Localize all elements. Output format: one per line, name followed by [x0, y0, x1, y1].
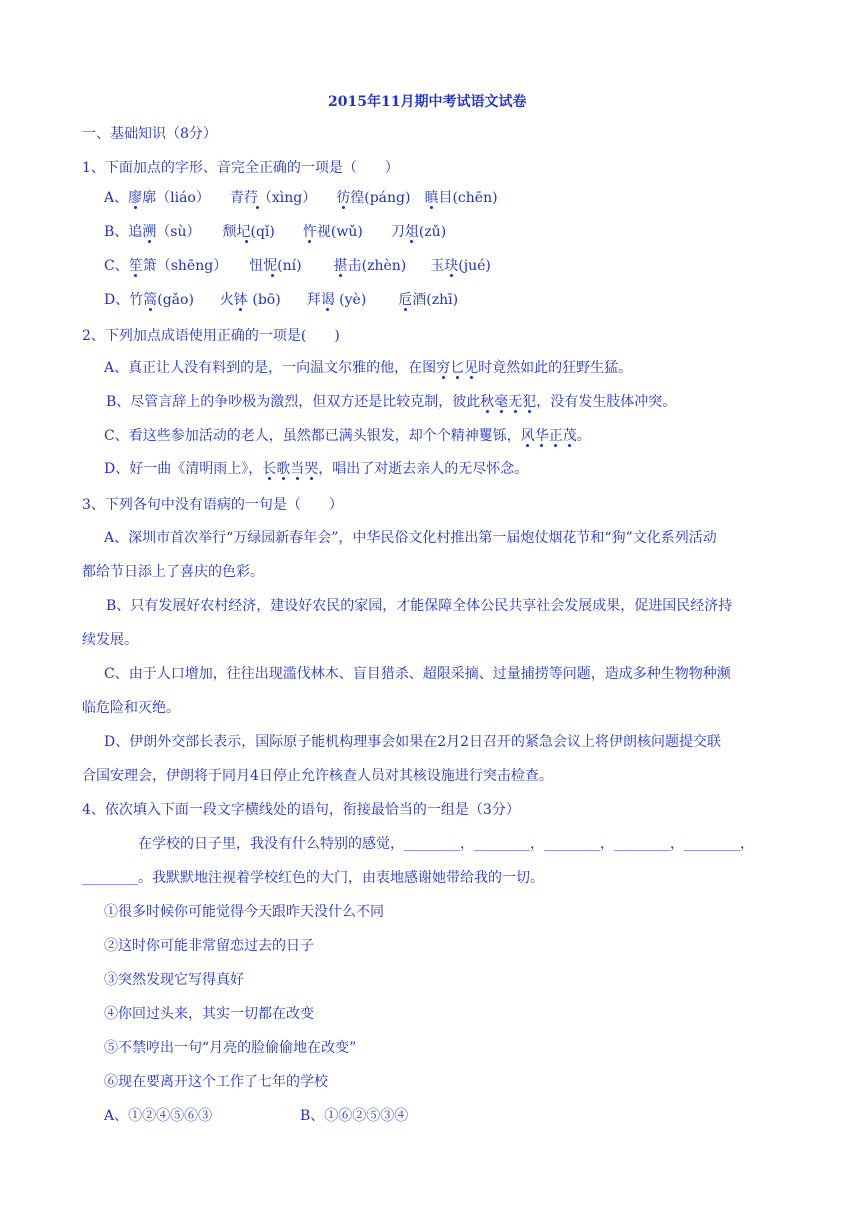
pinyin: zǔ: [424, 224, 441, 240]
option-text: ）: [302, 190, 317, 206]
pinyin: páng: [369, 190, 405, 206]
pinyin: zhèn: [367, 258, 401, 274]
pinyin: chēn: [457, 190, 493, 206]
dotted-char: 穷: [436, 360, 451, 376]
option-text: (: [334, 292, 345, 308]
dotted-char: 荇（: [243, 190, 272, 206]
dotted-char: 当: [290, 461, 305, 477]
pinyin: zhī: [431, 292, 453, 308]
question-3-stem: 3、下列各句中没有语病的一句是（ ）: [82, 497, 343, 513]
option-text: 徨(: [350, 190, 370, 206]
question-4-item-5: ⑤不禁哼出一句“月亮的脸偷偷地在改变”: [104, 1040, 357, 1056]
dotted-char: 哭: [304, 461, 319, 477]
dotted-char: 怩(: [263, 258, 283, 274]
question-1-stem: 1、下面加点的字形、音完全正确的一项是（ ）: [82, 160, 399, 176]
question-3-option-d-line1: D、伊朗外交部长表示，国际原子能机构理事会如果在2月2日召开的紧急会议上将伊朗核问题提交联: [104, 734, 722, 750]
dotted-char: 钵: [233, 292, 248, 308]
option-text: 时竟然如此的狂野生猛。: [478, 360, 633, 376]
question-3-option-d-line2: 合国安理会，伊朗将于同月4日停止允许核查人员对其核设施进行突击检查。: [82, 768, 553, 784]
option-text: 击(: [347, 258, 368, 274]
dotted-char: 揕: [333, 258, 348, 274]
option-text: 箫（: [142, 258, 171, 274]
option-text: ）: [195, 190, 210, 206]
question-4-passage-line2: ________。我默默地注视着学校红色的大门，由衷地感谢她带给我的一切。: [82, 870, 544, 886]
option-text: ): [188, 292, 194, 308]
dotted-char: 华: [534, 428, 549, 444]
dotted-char: 正: [548, 428, 563, 444]
option-text: 廓（: [142, 190, 171, 206]
question-4-option-a: A、①②④⑤⑥③: [104, 1108, 213, 1124]
option-text: ): [360, 292, 367, 308]
option-text: A、真正让人没有料到的是，一向温文尔雅的他，在图: [104, 360, 437, 376]
option-text: (: [157, 292, 163, 308]
dotted-idiom: [521, 428, 577, 444]
dotted-idiom: [262, 461, 318, 477]
question-2-option-d: [104, 459, 528, 479]
dotted-char: 风: [520, 428, 535, 444]
option-text: ，唱出了对逝去亲人的无尽怀念。: [318, 461, 529, 477]
pinyin: sù: [170, 224, 187, 240]
option-text: 火: [219, 292, 234, 308]
dotted-char: 篙: [143, 292, 158, 308]
option-text: ): [492, 190, 498, 206]
question-2-option-b: [106, 392, 676, 412]
option-text: 视(: [316, 224, 337, 240]
dotted-char: 茂: [562, 428, 577, 444]
pinyin: qǐ: [255, 224, 270, 240]
option-text: 酒(: [412, 292, 432, 308]
option-text: ）: [186, 224, 201, 240]
question-2-stem: 2、下列加点成语使用正确的一项是( ): [82, 328, 340, 344]
dotted-char: 见: [464, 360, 479, 376]
question-1-option-a: [104, 188, 498, 208]
dotted-char: 无: [508, 394, 523, 410]
pinyin: liáo: [170, 190, 196, 206]
option-text: ): [275, 292, 281, 308]
dotted-idiom: [480, 394, 536, 410]
dotted-char: 廖: [128, 190, 143, 206]
option-text: 刀: [390, 224, 405, 240]
pinyin: gǎo: [162, 292, 189, 308]
option-text: 。: [576, 428, 591, 444]
question-3-option-b-line1: B、只有发展好农村经济，建设好农民的家园，才能保障全体公民共享社会发展成果，促进国民经济持: [106, 598, 733, 614]
option-label: C、: [104, 258, 129, 274]
option-text: 忸: [249, 258, 264, 274]
question-4-item-2: ②这时你可能非常留恋过去的日子: [104, 938, 314, 954]
dotted-char: 笙: [128, 258, 143, 274]
question-1-option-b: [104, 222, 446, 242]
dotted-char: 俎: [404, 224, 419, 240]
question-4-stem: 4、依次填入下面一段文字横线处的语句，衔接最恰当的一组是（3分）: [82, 802, 520, 818]
option-text: ）: [213, 258, 228, 274]
option-text: 颓: [222, 224, 237, 240]
option-text: (: [458, 258, 464, 274]
dotted-char: 卮: [398, 292, 413, 308]
option-text: (: [247, 292, 258, 308]
option-text: ): [269, 224, 275, 240]
pinyin: shēng: [170, 258, 214, 274]
dotted-char: 溯: [142, 224, 157, 240]
pinyin: ní: [282, 258, 297, 274]
question-4-item-6: ⑥现在要离开这个工作了七年的学校: [104, 1074, 328, 1090]
dotted-char: 犯: [522, 394, 537, 410]
dotted-char: 匕: [450, 360, 465, 376]
question-4-option-b: B、①⑥②⑤③④: [300, 1108, 409, 1124]
dotted-char: 玦: [444, 258, 459, 274]
option-text: ): [400, 258, 407, 274]
option-text: ): [404, 190, 411, 206]
question-3-option-c-line2: 临危险和灭绝。: [82, 700, 180, 716]
question-3-option-a-line2: 都给节日添上了喜庆的色彩。: [82, 564, 264, 580]
question-4-passage-line1: 在学校的日子里，我没有什么特别的感觉，________，________，________，________，________，: [138, 836, 754, 852]
option-label: A、: [104, 190, 129, 206]
question-4-item-3: ③突然发现它写得真好: [104, 972, 244, 988]
question-3-option-c-line1: C、由于人口增加，往往出现滥伐林木、盲目猎杀、超限采摘、过量捕捞等问题，造成多种生物物种濒: [104, 666, 731, 682]
option-text: ): [485, 258, 491, 274]
question-1-option-d: [104, 290, 458, 310]
dotted-char: 圮(: [236, 224, 256, 240]
question-2-option-a: [104, 358, 632, 378]
dotted-char: 彷: [336, 190, 351, 206]
option-text: C、看这些参加活动的老人，虽然都已满头银发，却个个精神矍铄，: [104, 428, 521, 444]
page-title: 2015年11月期中考试语文试卷: [328, 94, 527, 110]
pinyin: yè: [344, 292, 361, 308]
question-4-item-4: ④你回过头来，其实一切都在改变: [104, 1006, 314, 1022]
option-text: D、竹: [104, 292, 144, 308]
pinyin: xìng: [271, 190, 303, 206]
option-text: B、追: [104, 224, 143, 240]
option-text: ): [357, 224, 363, 240]
option-text: （: [156, 224, 171, 240]
dotted-char: 谒: [320, 292, 335, 308]
dotted-char: 毫: [494, 394, 509, 410]
dotted-idiom: [436, 360, 478, 376]
option-text: ): [452, 292, 459, 308]
question-4-item-1: ①很多时候你可能觉得今天跟昨天没什么不同: [104, 904, 384, 920]
option-text: 拜: [306, 292, 321, 308]
option-text: (: [418, 224, 425, 240]
option-text: B、尽管言辞上的争吵极为激烈，但双方还是比较克制，彼此: [106, 394, 481, 410]
pinyin: wǔ: [336, 224, 358, 240]
pinyin: bō: [257, 292, 276, 308]
option-text: 目(: [438, 190, 458, 206]
option-text: D、好一曲《清明雨上》，: [104, 461, 263, 477]
pinyin: jué: [463, 258, 486, 274]
section-heading: 一、基础知识（8分）: [82, 126, 217, 142]
question-2-option-c: [104, 426, 591, 446]
question-1-option-c: [104, 256, 491, 276]
question-3-option-a-line1: A、深圳市首次举行“万绿园新春年会”，中华民俗文化村推出第一届炮仗烟花节和“狗”文化系列活动: [104, 530, 717, 546]
dotted-char: 长: [262, 461, 277, 477]
option-text: ): [296, 258, 302, 274]
question-3-option-b-line2: 续发展。: [82, 632, 138, 648]
dotted-char: 瞋: [424, 190, 439, 206]
option-text: 玉: [430, 258, 445, 274]
dotted-char: 秋: [480, 394, 495, 410]
option-text: ): [440, 224, 447, 240]
dotted-char: 忤: [302, 224, 317, 240]
dotted-char: 歌: [276, 461, 291, 477]
option-text: ，没有发生肢体冲突。: [536, 394, 677, 410]
option-text: 青: [229, 190, 244, 206]
